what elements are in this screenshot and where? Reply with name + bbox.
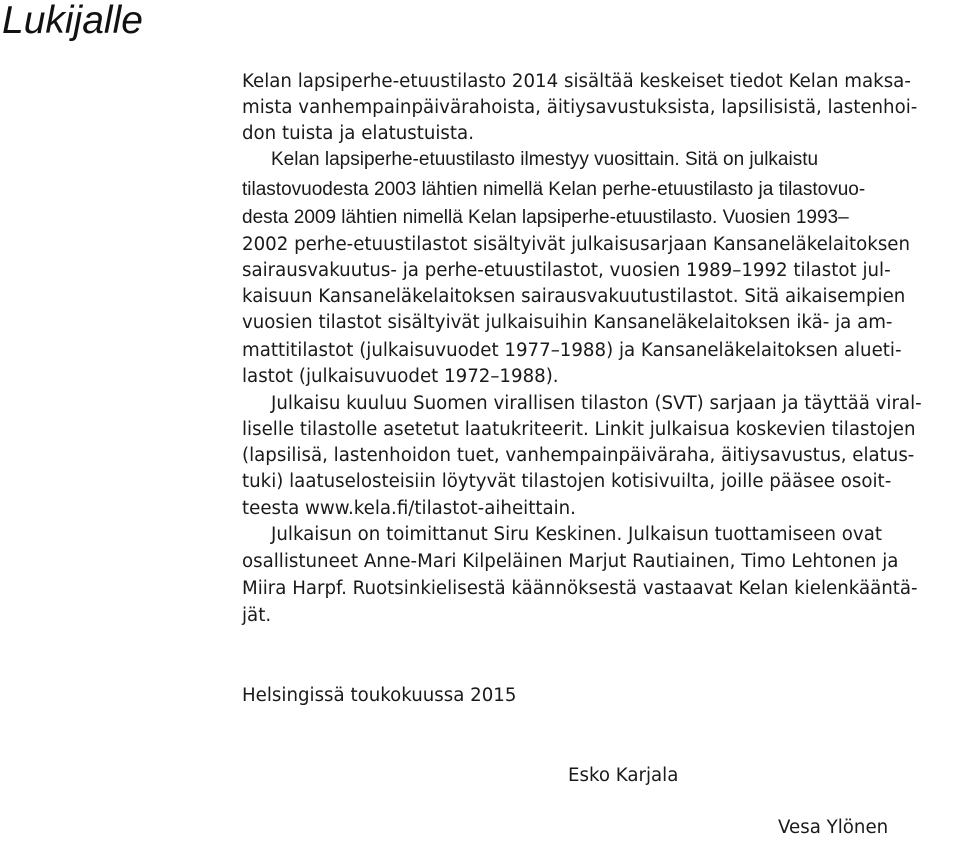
text-line: mattitilastot (julkaisuvuodet 1977–1988) ja Kansaneläkelaitoksen alueti- [242,340,902,361]
text-line: lastot (julkaisuvuodet 1972–1988). [242,366,559,387]
text-line: vuosien tilastot sisältyivät julkaisuihin Kansaneläkelaitoksen ikä- ja am- [242,312,893,333]
text-line: osallistuneet Anne-Mari Kilpeläinen Marjut Rautiainen, Timo Lehtonen ja [242,551,899,572]
text-line: tilastovuodesta 2003 lähtien nimellä Kelan perhe-etuustilasto ja tilastovuo- [242,179,866,200]
place-date: Helsingissä toukokuussa 2015 [242,685,517,706]
text-line: (lapsilisä, lastenhoidon tuet, vanhempainpäiväraha, äitiysavustus, elatus- [242,445,915,466]
text-line: desta 2009 lähtien nimellä Kelan lapsiperhe-etuustilasto. Vuosien 1993– [242,207,849,228]
text-line: 2002 perhe-etuustilastot sisältyivät julkaisusarjaan Kansaneläkelaitoksen [242,234,911,255]
signatory-name: Esko Karjala [568,765,679,786]
signatory-name: Vesa Ylönen [778,817,889,838]
text-line: Kelan lapsiperhe-etuustilasto 2014 sisältää keskeiset tiedot Kelan maksa- [242,71,911,92]
text-line: tuki) laatuselosteisiin löytyvät tilastojen kotisivuilta, joille pääsee osoit- [242,471,892,492]
text-line: sairausvakuutus- ja perhe-etuustilastot, vuosien 1989–1992 tilastot jul- [242,260,891,281]
page-title: Lukijalle [2,0,143,42]
text-line: Kelan lapsiperhe-etuustilasto ilmestyy vuosittain. Sitä on julkaistu [271,149,819,170]
text-line: mista vanhempainpäivärahoista, äitiysavustuksista, lapsilisistä, lastenhoi- [242,97,918,118]
text-line: liselle tilastolle asetetut laatukriteerit. Linkit julkaisua koskevien tilastojen [242,419,916,440]
text-line: don tuista ja elatustuista. [242,123,474,144]
text-line: teesta www.kela.fi/tilastot-aiheittain. [242,498,576,519]
text-line: Julkaisun on toimittanut Siru Keskinen. Julkaisun tuottamiseen ovat [271,524,882,545]
text-line: jät. [242,605,272,626]
text-line: kaisuun Kansaneläkelaitoksen sairausvakuutustilastot. Sitä aikaisempien [242,286,906,307]
text-line: Miira Harpf. Ruotsinkielisestä käännöksestä vastaavat Kelan kielenkääntä- [242,578,918,599]
text-line: Julkaisu kuuluu Suomen virallisen tilaston (SVT) sarjaan ja täyttää viral- [271,393,922,414]
